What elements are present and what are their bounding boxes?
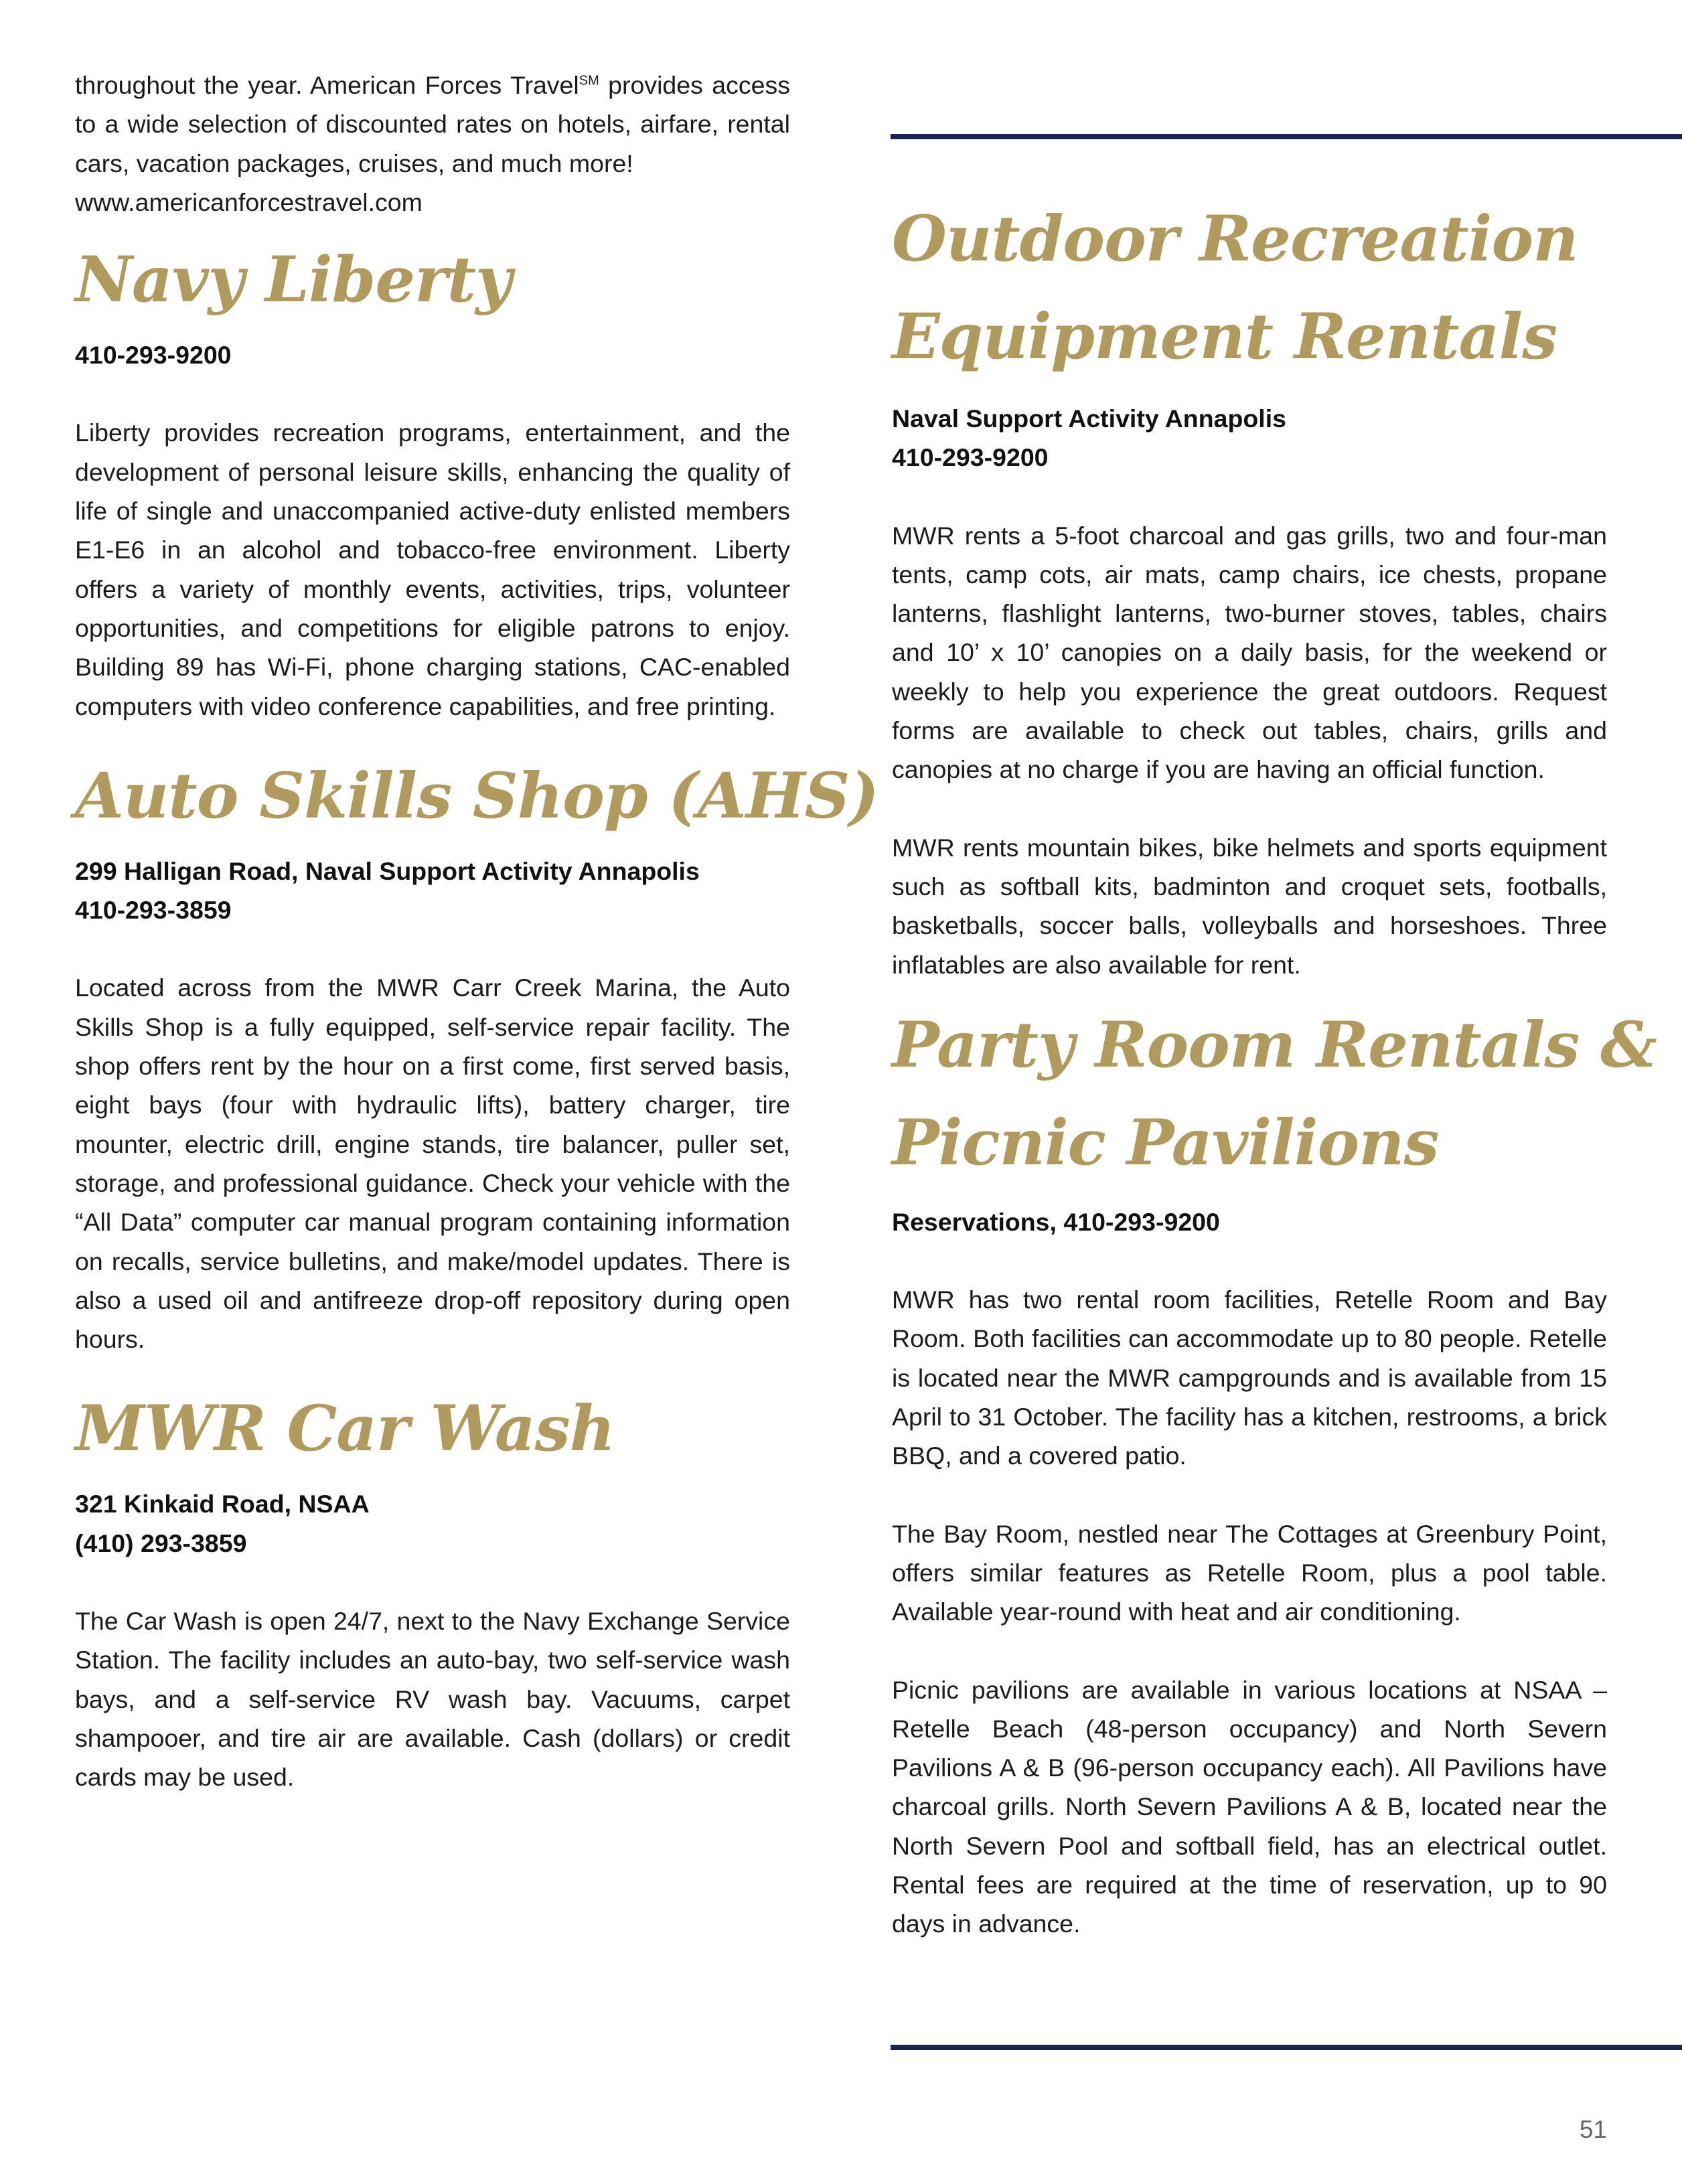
navy-liberty-heading: Navy Liberty (75, 243, 512, 317)
bottom-divider (891, 2045, 1682, 2050)
right-column (892, 0, 1657, 1944)
auto-skills-address: 299 Halligan Road, Naval Support Activity Annapolis (75, 856, 700, 885)
car-wash-heading: MWR Car Wash (75, 1392, 615, 1466)
auto-skills-body: Located across from the MWR Carr Creek Marina, the Auto Skills Shop is a fully equipped, self-service repair facility. The shop offers rent by the hour on a first come, first served basis, eight bays (four with hydraulic lifts), battery charger, tire mounter, electric drill, engine stands, tire balancer, puller set, storage, and professional guidance. Check your vehicle with the “All Data” computer car manual program containing information on recalls, service bulletins, and make/model updates. There is also a used oil and antifreeze drop-off repository during open hours. (75, 973, 790, 1354)
car-wash-body: The Car Wash is open 24/7, next to the Navy Exchange Service Station. The facility includes an auto-bay, two self-service wash bays, and a self-service RV wash bay. Vacuums, carpet shampooer, and tire air are available. Cash (dollars) or credit cards may be used. (75, 1607, 790, 1792)
outdoor-body-1: MWR rents a 5-foot charcoal and gas grills, two and four-man tents, camp cots, air mats, camp chairs, ice chests, propane lanterns, flashlight lanterns, two-burner stoves, tables, chairs and 10’ x 10’ canopies on a daily basis, for the weekend or weekly to help you experience the great outdoors. Request forms are available to check out tables, chairs, grills and canopies at no charge if you are having an official function. (892, 521, 1607, 784)
page-number: 51 (1579, 2116, 1607, 2143)
auto-skills-heading: Auto Skills Shop (AHS) (75, 759, 878, 833)
auto-skills-phone: 410-293-3859 (75, 896, 232, 925)
party-heading-line2: Picnic Pavilions (892, 1105, 1439, 1180)
party-heading-line1: Party Room Rentals & (892, 1008, 1657, 1082)
navy-liberty-phone: 410-293-9200 (75, 341, 232, 370)
outdoor-location: Naval Support Activity Annapolis (892, 404, 1286, 433)
outdoor-heading-line1: Outdoor Recreation (892, 202, 1578, 276)
party-body-3: Picnic pavilions are available in various locations at NSAA – Retelle Beach (48-person occupancy) and North Severn Pavilions A & B (96-person occupancy each). All Pavilions have charcoal grills. North Severn Pavilions A & B, located near the North Severn Pool and softball field, has an electrical outlet. Rental fees are required at the time of reservation, up to 90 days in advance. (892, 1675, 1607, 1938)
left-column (75, 0, 878, 1797)
car-wash-address: 321 Kinkaid Road, NSAA (75, 1490, 370, 1518)
car-wash-phone: (410) 293-3859 (75, 1529, 247, 1557)
travel-url-link[interactable]: www.americanforcestravel.com (75, 187, 423, 216)
navy-liberty-body: Liberty provides recreation programs, entertainment, and the development of personal leisure skills, enhancing the quality of life of single and unaccompanied active-duty enlisted members E1-E6 in an alcohol and tobacco-free environment. Liberty offers a variety of monthly events, activities, trips, volunteer opportunities, and competitions for eligible patrons to enjoy. Building 89 has Wi-Fi, phone charging stations, CAC-enabled computers with video conference capabilities, and free printing. (75, 418, 790, 720)
intro-text: throughout the year. American Forces Travel (75, 71, 579, 99)
outdoor-heading-line2: Equipment Rentals (892, 300, 1557, 374)
party-body-2: The Bay Room, nestled near The Cottages at Greenbury Point, offers similar features as Retelle Room, plus a pool table. Available year-round with heat and air conditioning. (892, 1519, 1607, 1626)
outdoor-body-2: MWR rents mountain bikes, bike helmets and sports equipment such as softball kits, badminton and croquet sets, footballs, basketballs, soccer balls, volleyballs and horseshoes. Three inflatables are also available for rent. (892, 833, 1607, 979)
party-reservations: Reservations, 410-293-9200 (892, 1207, 1220, 1236)
intro-text-cont: provides access to a wide selection of discounted rates on hotels, airfare, rental cars, vacation packages, cruises, and much more! (75, 71, 790, 177)
intro-paragraph (75, 66, 790, 222)
party-body-1: MWR has two rental room facilities, Retelle Room and Bay Room. Both facilities can accommodate up to 80 people. Retelle is located near the MWR campgrounds and is available from 15 April to 31 October. The facility has a kitchen, restrooms, a brick BBQ, and a covered patio. (892, 1285, 1607, 1470)
outdoor-phone: 410-293-9200 (892, 443, 1049, 472)
service-mark: SM (579, 73, 599, 88)
